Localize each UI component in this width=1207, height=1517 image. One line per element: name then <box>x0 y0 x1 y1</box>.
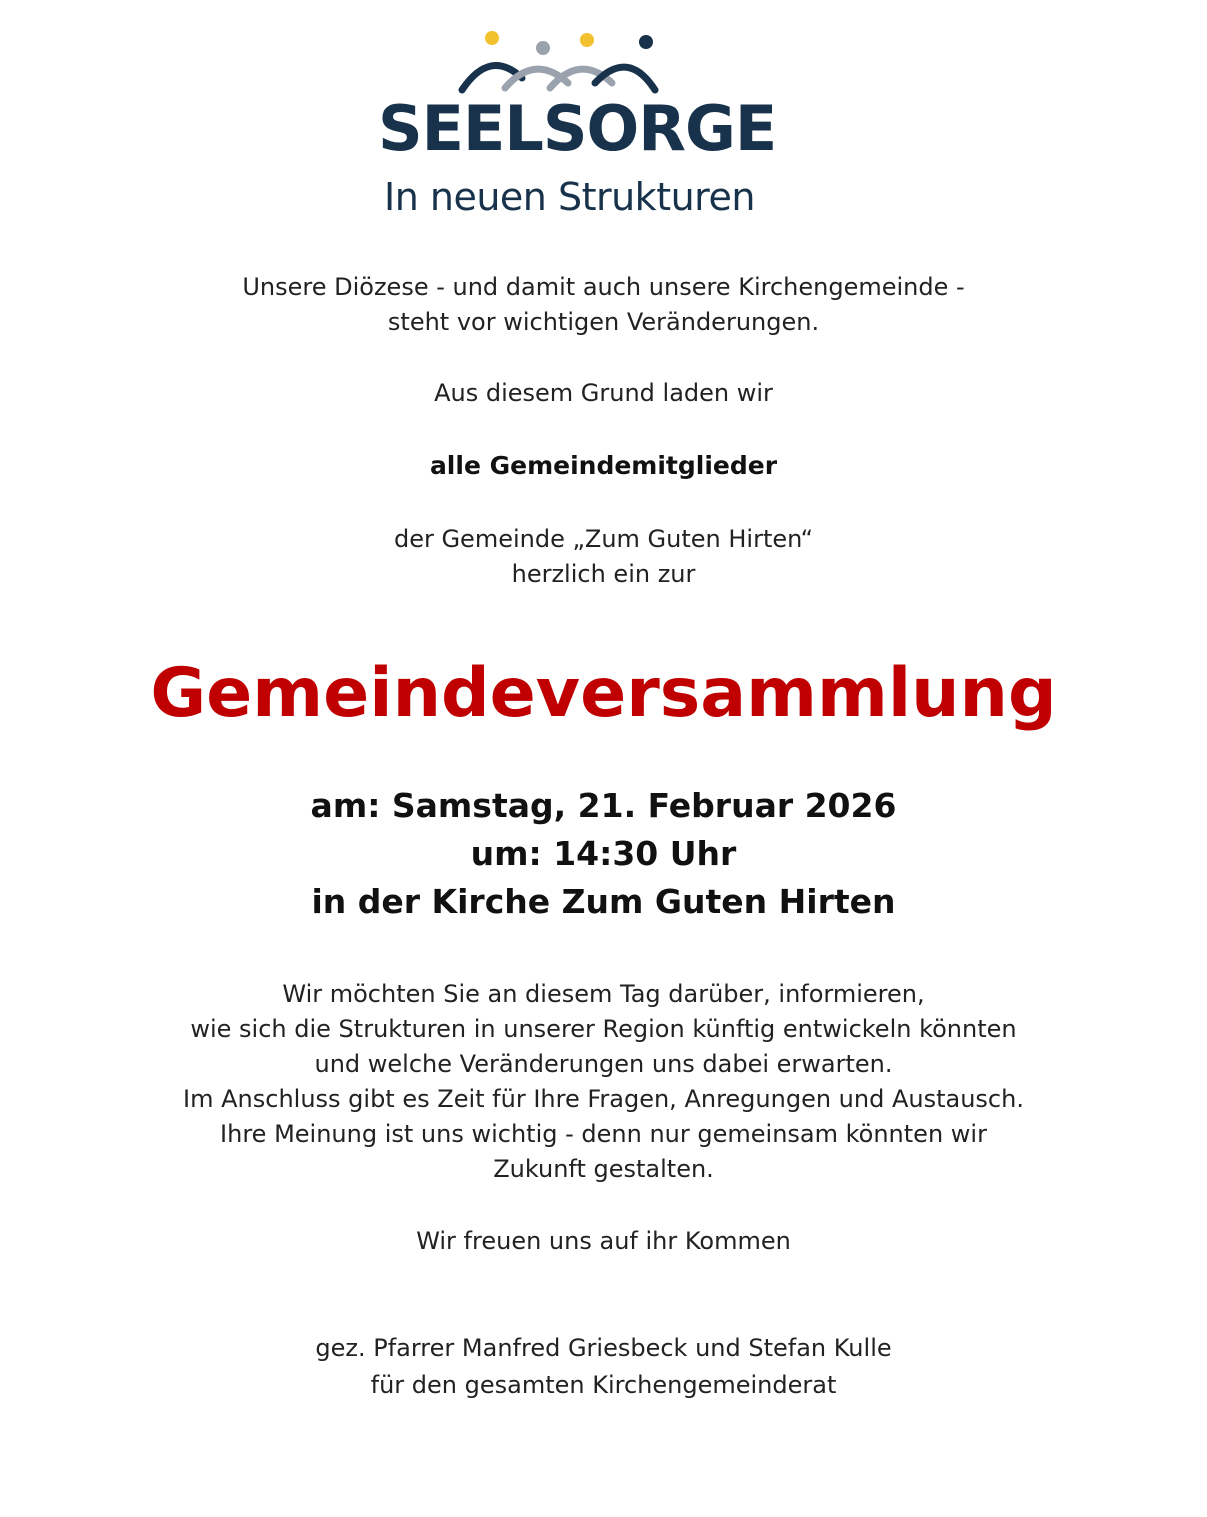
logo-subtitle: In neuen Strukturen <box>384 175 755 219</box>
invite-text <box>0 376 1207 411</box>
audience-text <box>0 448 1207 484</box>
event-time: um: 14:30 Uhr <box>470 834 737 873</box>
event-headline: Gemeindeversammlung <box>150 654 1057 733</box>
seelsorge-logo <box>370 28 777 228</box>
event-details <box>0 782 1207 926</box>
body-line: Zukunft gestalten. <box>493 1155 714 1183</box>
closing-text <box>0 1224 1207 1259</box>
signature-line-2: für den gesamten Kirchengemeinderat <box>370 1371 837 1399</box>
closing-line: Wir freuen uns auf ihr Kommen <box>416 1227 791 1255</box>
signature-line-1: gez. Pfarrer Manfred Griesbeck und Stefan Kulle <box>315 1334 892 1362</box>
intro-text <box>0 270 1207 340</box>
body-line: und welche Veränderungen uns dabei erwarten. <box>314 1050 893 1078</box>
invite-line-3: herzlich ein zur <box>511 560 696 588</box>
body-line: wie sich die Strukturen in unserer Region künftig entwickeln könnten <box>190 1015 1017 1043</box>
audience-line: alle Gemeindemitglieder <box>429 451 778 480</box>
body-line: Ihre Meinung ist uns wichtig - denn nur gemeinsam könnten wir <box>220 1120 987 1148</box>
event-place: in der Kirche Zum Guten Hirten <box>311 882 896 921</box>
intro-line-1: Unsere Diözese - und damit auch unsere Kirchengemeinde - <box>242 273 965 301</box>
body-line: Im Anschluss gibt es Zeit für Ihre Fragen, Anregungen und Austausch. <box>183 1085 1024 1113</box>
invite-line-2: der Gemeinde „Zum Guten Hirten“ <box>393 525 814 553</box>
logo-title: SEELSORGE <box>378 92 777 165</box>
body-line: Wir möchten Sie an diesem Tag darüber, informieren, <box>282 980 925 1008</box>
congregation-text <box>0 522 1207 592</box>
people-figures-icon <box>450 28 670 98</box>
signature <box>0 1330 1207 1404</box>
intro-line-2: steht vor wichtigen Veränderungen. <box>387 308 820 336</box>
event-date: am: Samstag, 21. Februar 2026 <box>310 786 897 825</box>
invite-line-1: Aus diesem Grund laden wir <box>434 379 773 407</box>
body-text <box>0 977 1207 1187</box>
